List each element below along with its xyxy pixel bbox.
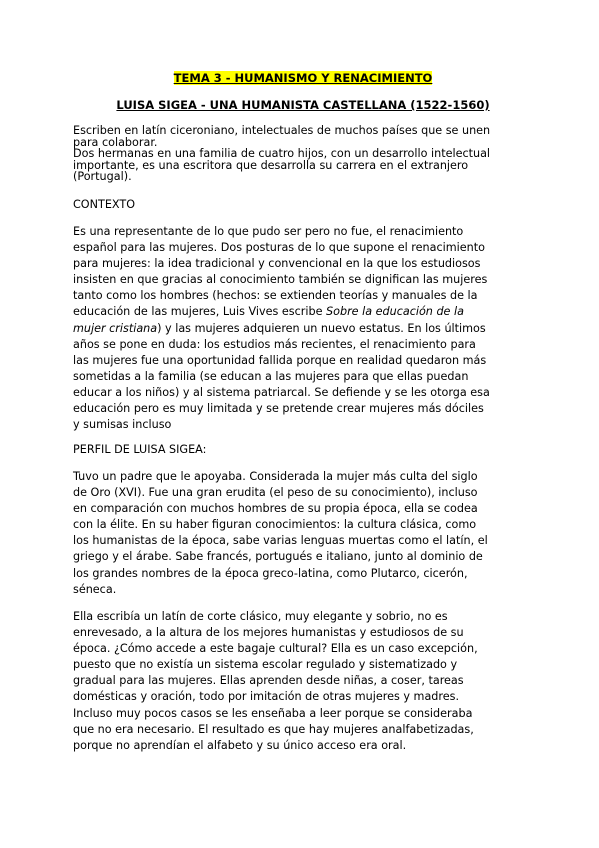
book-title-italic: mujer cristiana	[73, 321, 158, 335]
context-line: para mujeres: la idea tradicional y convencional en la que los estudiosos	[73, 257, 481, 271]
intro-paragraph	[73, 125, 533, 183]
context-line: educación pero es muy limitada y se pretende crear mujeres más dóciles	[73, 402, 484, 416]
profile-heading: PERFIL DE LUISA SIGEA:	[73, 443, 207, 456]
profile-paragraph-1	[73, 469, 533, 598]
profile-line: los humanistas de la época, sabe varias lenguas muertas como el latín, el	[73, 534, 488, 548]
profile-line: los grandes nombres de la época greco-latina, como Plutarco, cicerón,	[73, 566, 468, 580]
intro-line: Dos hermanas en una familia de cuatro hijos, con un desarrollo intelectual	[73, 147, 491, 160]
profile-line: enrevesado, a la altura de los mejores humanistas y estudiosos de su	[73, 626, 464, 640]
profile-line: Ella escribía un latín de corte clásico, muy elegante y sobrio, no es	[73, 610, 448, 623]
context-line: años se pone en duda: los estudios más recientes, el renacimiento para	[73, 337, 476, 351]
context-line: educar a los niños) y al sistema patriarcal. Se defiende y se les otorga esa	[73, 385, 490, 399]
book-title-italic: Sobre la educación de la	[326, 305, 464, 319]
intro-line: para colaborar.	[73, 135, 158, 149]
profile-line: Tuvo un padre que le apoyaba. Considerada la mujer más culta del siglo	[73, 470, 478, 483]
profile-line: que no era necesario. El resultado es que hay mujeres analfabetizadas,	[73, 722, 474, 736]
profile-paragraph-2	[73, 609, 533, 754]
intro-line: (Portugal).	[73, 170, 132, 183]
profile-line: Incluso muy pocos casos se les enseñaba a leer porque se consideraba	[73, 706, 473, 720]
profile-line: domésticas y oración, todo por imitación de otras mujeres y madres.	[73, 690, 460, 704]
profile-line: de Oro (XVI). Fue una gran erudita (el peso de su conocimiento), incluso	[73, 486, 478, 500]
context-line	[73, 304, 533, 320]
context-line: tanto como los hombres (hechos: se extienden teorías y manuales de la	[73, 289, 478, 303]
intro-line: importante, es una escritora que desarrolla su carrera en el extranjero	[73, 158, 469, 172]
context-text: ) y las mujeres adquieren un nuevo estatus. En los últimos	[157, 321, 486, 335]
profile-line: con la élite. En su haber figuran conocimientos: la cultura clásica, como	[73, 518, 477, 532]
context-line: español para las mujeres. Dos posturas de lo que supone el renacimiento	[73, 241, 485, 255]
context-line: las mujeres fue una oportunidad fallida porque en realidad quedaron más	[73, 353, 487, 367]
profile-line: porque no aprendían el alfabeto y su único acceso era oral.	[73, 738, 407, 752]
context-heading: CONTEXTO	[73, 198, 135, 211]
document-title-row	[73, 71, 533, 85]
document-title: TEMA 3 - HUMANISMO Y RENACIMIENTO	[173, 71, 433, 85]
profile-line: griego y el árabe. Sabe francés, portugués e italiano, junto al dominio de	[73, 550, 483, 564]
profile-line: puesto que no existía un sistema escolar regulado y sistematizado y	[73, 658, 458, 672]
document-subtitle-row	[73, 98, 533, 112]
profile-line: séneca.	[73, 582, 117, 596]
intro-line: Escriben en latín ciceroniano, intelectuales de muchos países que se unen	[73, 124, 491, 137]
context-line: Es una representante de lo que pudo ser pero no fue, el renacimiento	[73, 225, 464, 238]
context-line	[73, 321, 533, 337]
profile-line: en comparación con muchos hombres de su propia época, ella se codea	[73, 502, 478, 516]
context-line: insisten en que gracias al conocimiento también se dignifican las mujeres	[73, 273, 488, 287]
profile-line: época. ¿Cómo accede a este bagaje cultural? Ella es un caso excepción,	[73, 642, 478, 656]
context-paragraph	[73, 224, 533, 433]
context-line: y sumisas incluso	[73, 418, 172, 432]
profile-line: gradual para las mujeres. Ellas aprenden desde niñas, a coser, tareas	[73, 674, 464, 688]
context-text: educación de las mujeres, Luis Vives escribe	[73, 305, 327, 319]
context-line: sometidas a la familia (se educan a las mujeres para que ellas puedan	[73, 369, 469, 383]
document-subtitle: LUISA SIGEA - UNA HUMANISTA CASTELLANA (1522-1560)	[116, 98, 490, 112]
